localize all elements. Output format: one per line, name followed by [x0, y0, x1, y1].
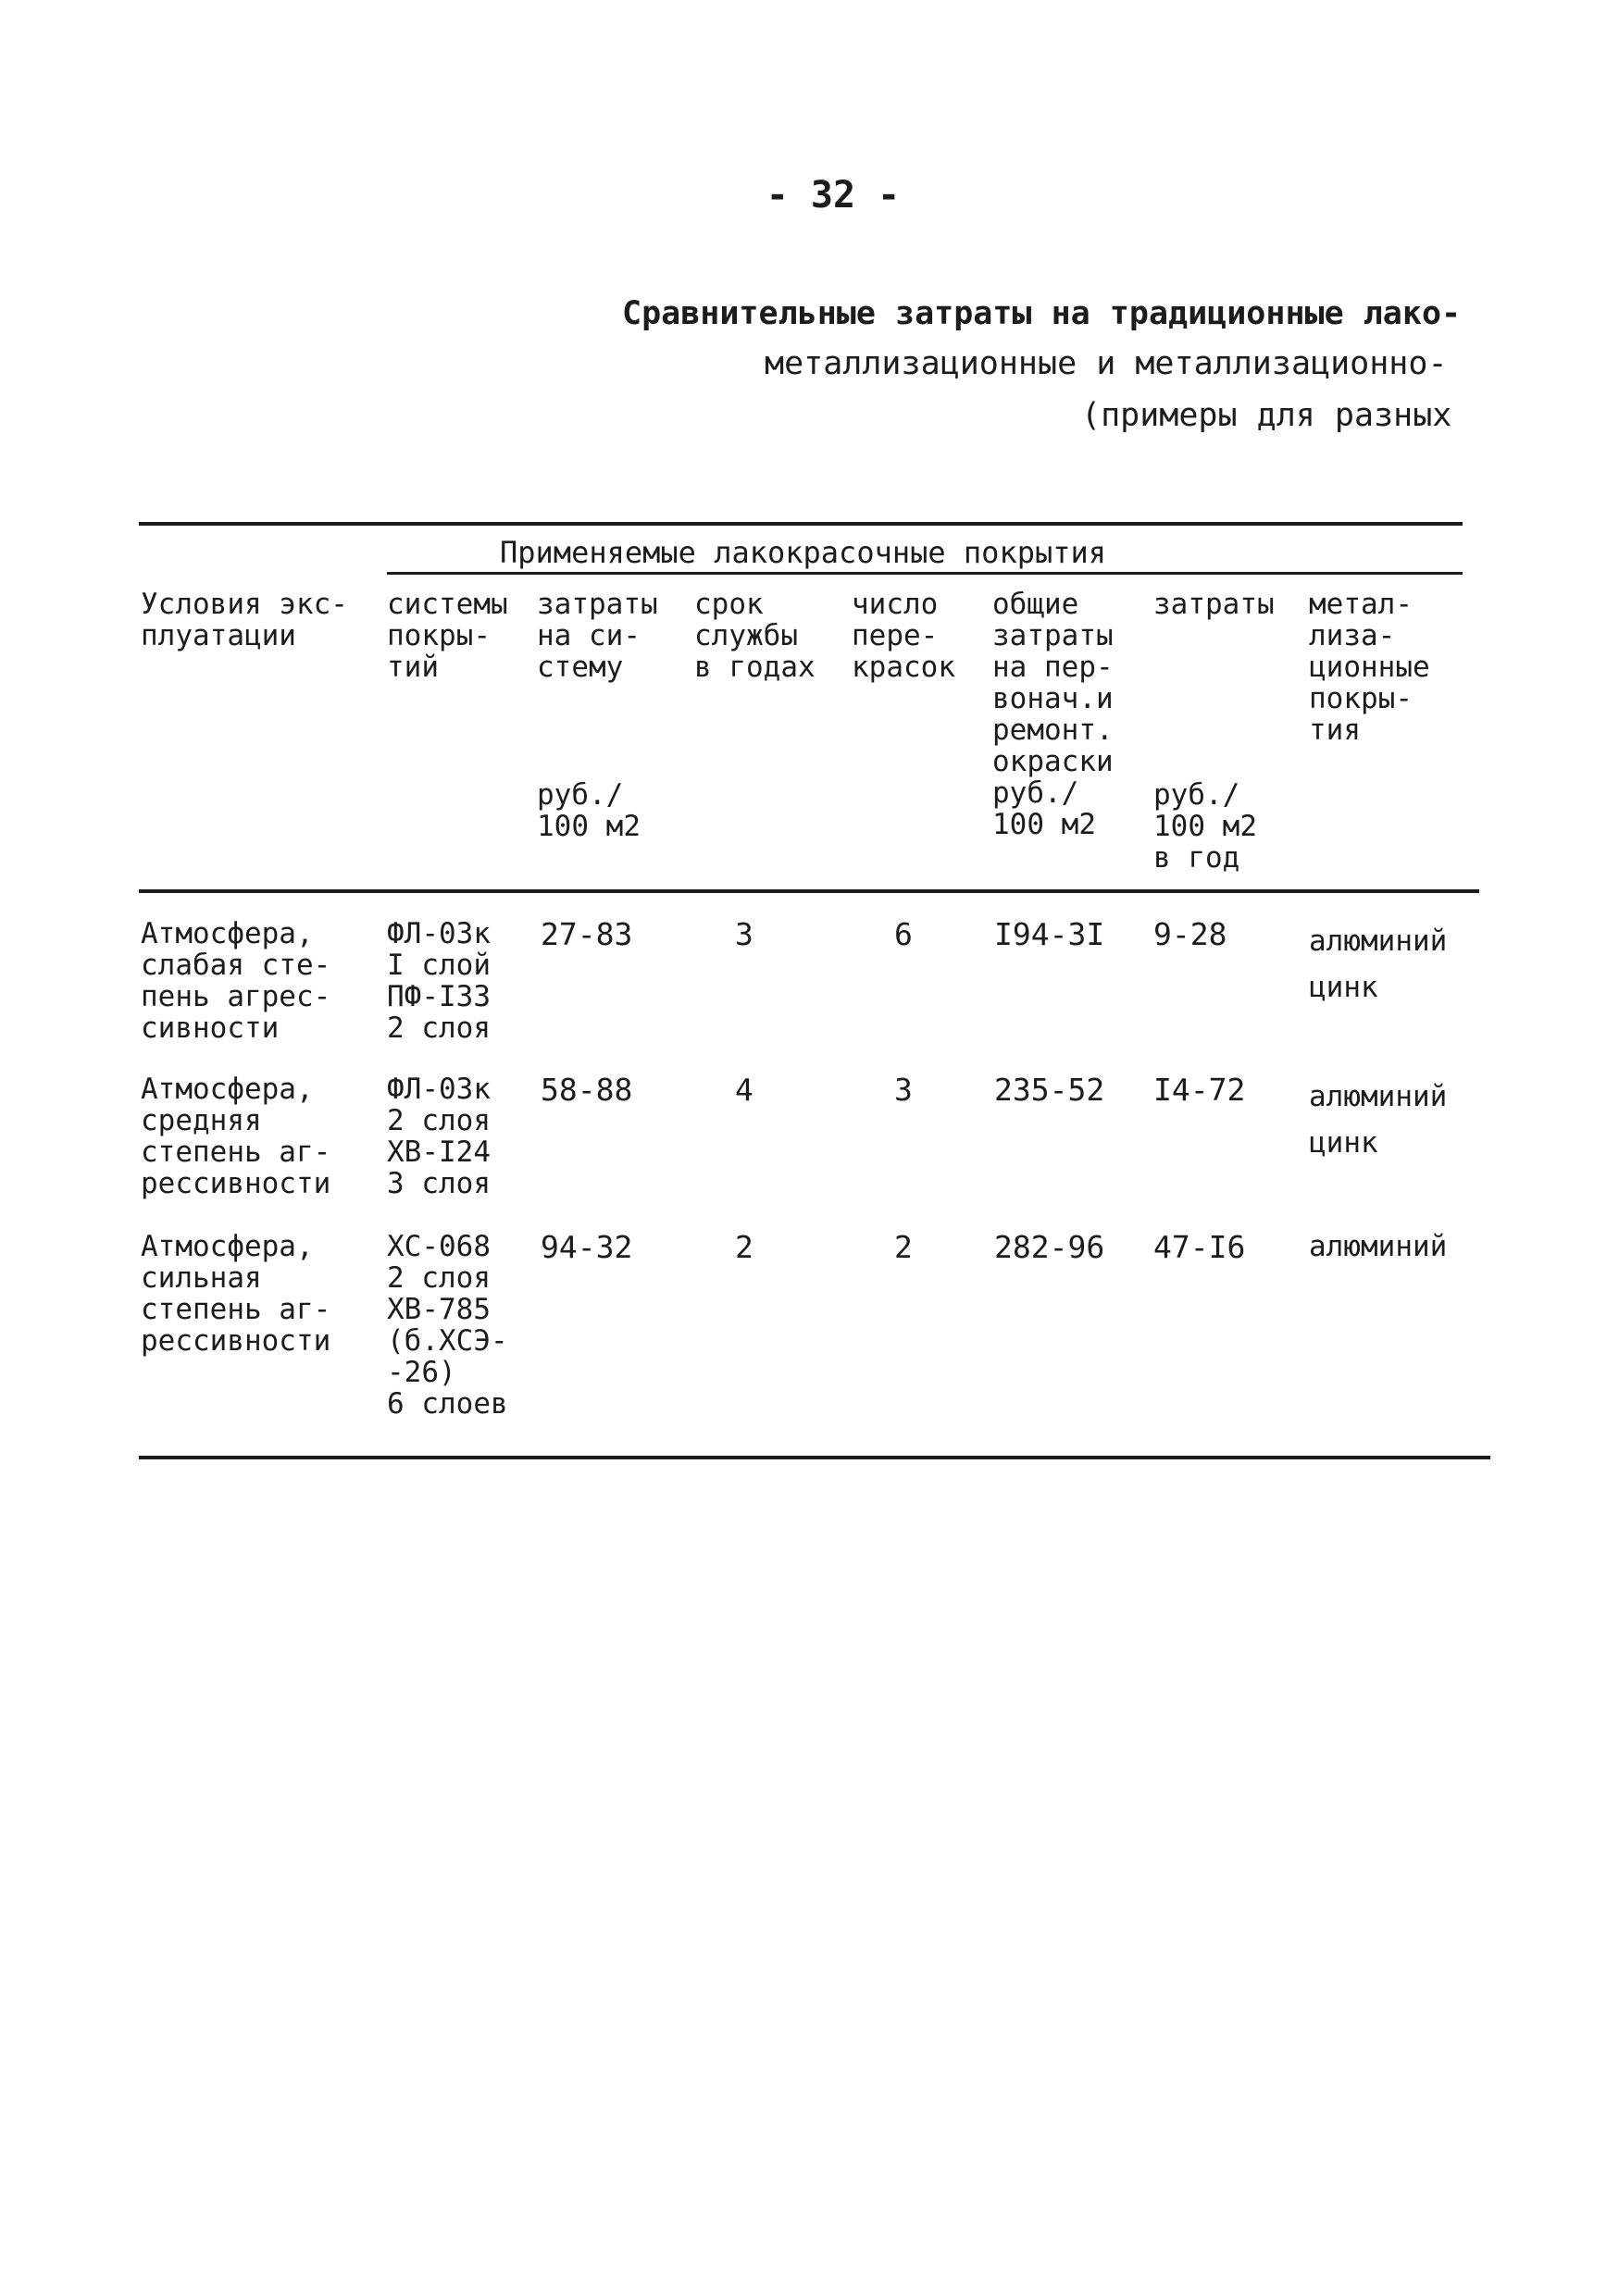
header-repaints: число пере- красок — [852, 588, 955, 684]
header-metallization: метал- лиза- ционные покры- тия — [1309, 588, 1430, 747]
row-1-metallization: алюминий цинк — [1309, 925, 1448, 1004]
row-3-conditions: Атмосфера, сильная степень аг- рессивности — [141, 1230, 331, 1358]
group-header: Применяемые лакокрасочные покрытия — [500, 535, 1107, 570]
row-1-service-life: 3 — [735, 916, 753, 952]
row-1-total-cost: I94-3I — [994, 916, 1105, 952]
row-2-annual-cost: I4-72 — [1153, 1072, 1246, 1108]
page-number: - 32 - — [766, 174, 901, 217]
row-3-metallization: алюминий — [1309, 1230, 1448, 1263]
row-1-annual-cost: 9-28 — [1153, 916, 1227, 952]
row-3-total-cost: 282-96 — [994, 1229, 1105, 1265]
row-3-systems: ХС-068 2 слоя ХВ-785 (б.ХСЭ- -26) 6 слоев — [387, 1230, 508, 1421]
row-2-systems: ФЛ-03к 2 слоя ХВ-I24 3 слоя — [387, 1073, 491, 1200]
row-1-repaints: 6 — [894, 916, 913, 952]
row-1-systems: ФЛ-03к I слой ПФ-I33 2 слоя — [387, 917, 491, 1045]
table-bottom-rule — [139, 1456, 1490, 1459]
header-bottom-rule — [139, 889, 1479, 893]
row-1-conditions: Атмосфера, слабая сте- пень агрес- сивности — [141, 917, 331, 1045]
header-annual-cost-unit: руб./ 100 м2 в год — [1153, 778, 1257, 875]
group-header-rule — [387, 572, 1463, 575]
row-2-total-cost: 235-52 — [994, 1072, 1105, 1108]
row-3-repaints: 2 — [894, 1229, 913, 1265]
title-line-3: (примеры для разных — [1081, 397, 1452, 434]
header-system-cost: затраты на си- стему — [537, 588, 658, 684]
header-total-cost: общие затраты на пер- вонач.и ремонт. окраски руб./ 100 м2 — [992, 588, 1114, 841]
title-line-2: металлизационные и металлизационно- — [765, 345, 1448, 382]
row-3-system-cost: 94-32 — [541, 1229, 633, 1265]
row-2-metallization: алюминий цинк — [1309, 1080, 1448, 1160]
row-3-service-life: 2 — [735, 1229, 753, 1265]
title-line-1: Сравнительные затраты на традиционные лако- — [622, 295, 1462, 332]
table-top-rule — [139, 522, 1463, 526]
row-2-system-cost: 58-88 — [541, 1072, 633, 1108]
row-1-system-cost: 27-83 — [541, 916, 633, 952]
row-3-annual-cost: 47-I6 — [1153, 1229, 1246, 1265]
row-2-service-life: 4 — [735, 1072, 753, 1108]
header-systems: системы покры- тий — [387, 588, 508, 684]
header-annual-cost: затраты — [1153, 588, 1275, 621]
header-service-life: срок службы в годах — [694, 588, 816, 684]
header-conditions: Условия экс- плуатации — [141, 588, 348, 652]
row-2-conditions: Атмосфера, средняя степень аг- рессивности — [141, 1073, 331, 1200]
header-system-cost-unit: руб./ 100 м2 — [537, 778, 641, 843]
row-2-repaints: 3 — [894, 1072, 913, 1108]
